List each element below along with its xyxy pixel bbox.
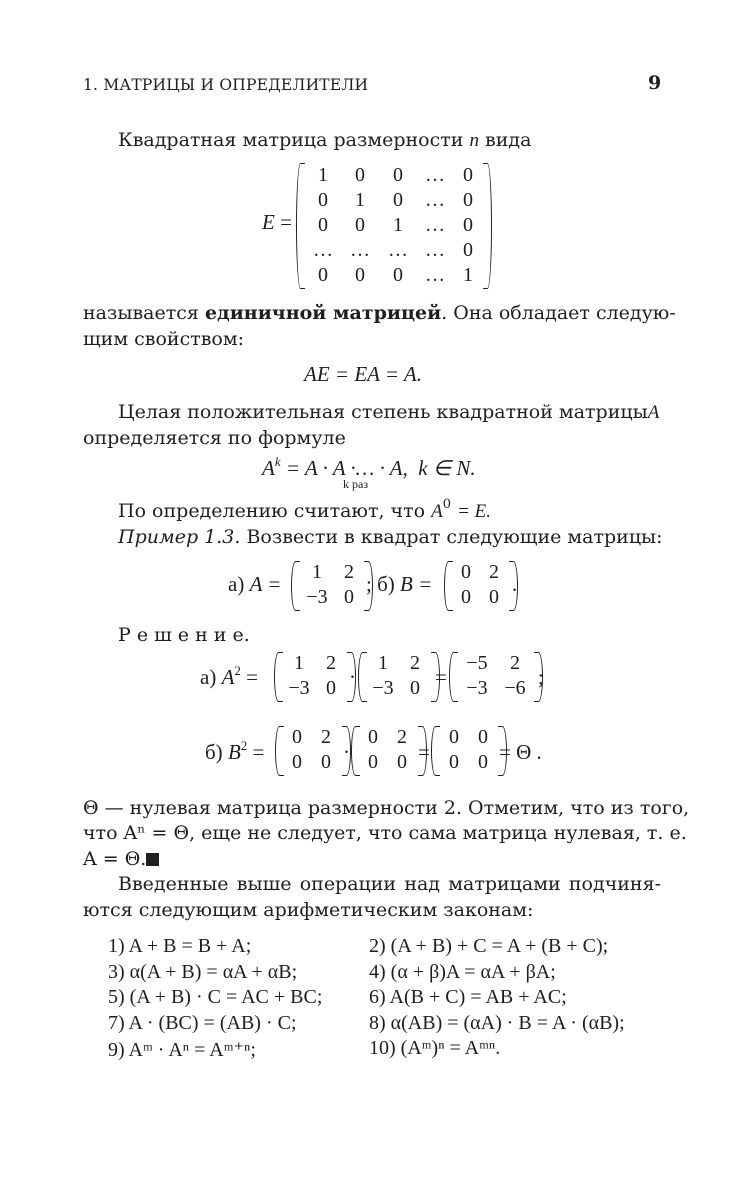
matrix-cell: 1 <box>294 652 304 674</box>
running-header: 1. МАТРИЦЫ И ОПРЕДЕЛИТЕЛИ <box>83 76 369 94</box>
matrix-cell: … <box>313 239 333 261</box>
matrix-cell: 0 <box>478 751 488 773</box>
matrix-cell: 0 <box>449 726 459 748</box>
para-5-line-1: Θ — нулевая матрица размерности 2. Отметим, что из того, <box>83 797 690 819</box>
matrix-cell: 0 <box>368 726 378 748</box>
matrix-cell: 0 <box>461 561 471 583</box>
task-matrix-B <box>444 561 518 611</box>
law-item: 3) α(A + B) = αA + αB; <box>108 960 298 983</box>
matrix-cell: 1 <box>318 164 328 186</box>
matrix-cell: 0 <box>410 677 420 699</box>
sol-b-result <box>431 726 507 776</box>
matrix-cell: 0 <box>461 586 471 608</box>
law-item: 2) (A + B) + C = A + (B + C); <box>369 935 609 957</box>
matrix-cell: 0 <box>318 214 328 236</box>
matrix-cell: 1 <box>355 189 365 211</box>
matrix-cell: 1 <box>378 652 388 674</box>
matrix-cell: 0 <box>463 214 473 236</box>
matrix-cell: 0 <box>463 189 473 211</box>
law-item: 9) Aᵐ · Aⁿ = Aᵐ⁺ⁿ; <box>108 1039 256 1061</box>
matrix-cell: 1 <box>312 561 322 583</box>
matrix-cell: 2 <box>326 652 336 674</box>
matrix-cell: 0 <box>355 214 365 236</box>
sol-b-matrix-1 <box>275 726 351 776</box>
task-matrix-A <box>291 561 373 611</box>
matrix-cell: 0 <box>393 189 403 211</box>
task-b-label: ; б) B = <box>366 572 433 596</box>
para-6-line-1: Введенные выше операции над матрицами подчиня- <box>118 873 661 895</box>
matrix-cell: 0 <box>344 586 354 608</box>
law-item: 4) (α + β)A = αA + βA; <box>369 960 556 983</box>
page-number: 9 <box>648 72 662 94</box>
left-paren <box>296 163 305 289</box>
matrix-cell: … <box>425 264 445 286</box>
example-heading: Пример 1.3. Возвести в квадрат следующие матрицы: <box>118 526 663 548</box>
matrix-cell: −5 <box>466 652 488 674</box>
power-under-label: k раз <box>343 477 369 491</box>
task-end: . <box>512 572 518 596</box>
law-item: 10) (Aᵐ)ⁿ = Aᵐⁿ. <box>369 1037 501 1059</box>
task-a-label: а) A = <box>228 572 282 596</box>
matrix-cell: −3 <box>372 677 394 699</box>
sol-a-matrix-2 <box>358 652 440 702</box>
matrix-cell: 2 <box>410 652 420 674</box>
right-paren <box>483 163 492 289</box>
end-of-proof-icon <box>146 853 159 866</box>
matrix-cell: … <box>425 189 445 211</box>
matrix-cell: 0 <box>326 677 336 699</box>
matrix-cell: 0 <box>355 264 365 286</box>
matrix-cell: … <box>350 239 370 261</box>
matrix-cell: … <box>425 164 445 186</box>
matrix-cell: 1 <box>393 214 403 236</box>
para-3-line-2: определяется по формуле <box>83 427 346 449</box>
equation-ae-ea: AE = EA = A. <box>304 362 422 386</box>
term-identity-matrix: единичной матрицей <box>204 302 442 324</box>
sol-b-lhs: б) $B^2$ = <box>205 738 265 764</box>
sol-b-matrix-2 <box>351 726 427 776</box>
sol-b-end: = Θ . <box>499 740 542 764</box>
sol-a-result <box>449 652 543 702</box>
para-2-line-1: называется единичной матрицей. Она обладает следую- <box>83 302 676 324</box>
power-formula: $A^k = A \cdot A$ ·… · A, k ∈ N. <box>262 454 476 480</box>
identity-matrix <box>296 163 492 289</box>
matrix-cell: 2 <box>510 652 520 674</box>
matrix-cell: 0 <box>463 239 473 261</box>
para-1-text: Квадратная матрица размерности <box>118 129 464 151</box>
law-item: 5) (A + B) · C = AC + BC; <box>108 986 323 1008</box>
law-item: 7) A · (BC) = (AB) · C; <box>108 1011 297 1034</box>
sol-a-lhs: а) $A^2$ = <box>200 663 258 689</box>
identity-label: E = <box>262 210 292 234</box>
eq-sign-a: = <box>435 665 447 689</box>
matrix-cell: −6 <box>504 677 526 699</box>
matrix-cell: 0 <box>478 726 488 748</box>
para-2-line-2: щим свойством: <box>83 328 245 350</box>
matrix-cell: 0 <box>321 751 331 773</box>
sol-a-end: ; <box>538 665 544 689</box>
matrix-cell: 0 <box>393 264 403 286</box>
matrix-cell: 2 <box>321 726 331 748</box>
matrix-cell: … <box>425 239 445 261</box>
matrix-cell: −3 <box>288 677 310 699</box>
solution-heading: Р е ш е н и е. <box>118 624 250 646</box>
matrix-cell: 1 <box>463 264 473 286</box>
law-item: 6) A(B + C) = AB + AC; <box>369 986 567 1008</box>
matrix-cell: 0 <box>318 189 328 211</box>
matrix-cell: 2 <box>397 726 407 748</box>
sol-a-matrix-1 <box>274 652 356 702</box>
matrix-cell: 2 <box>344 561 354 583</box>
matrix-cell: 0 <box>449 751 459 773</box>
matrix-cell: −3 <box>466 677 488 699</box>
dot-2: · <box>343 740 350 764</box>
matrix-cell: 0 <box>489 586 499 608</box>
para-3-line-1: Целая положительная степень квадратной матрицыA <box>118 401 660 423</box>
para-5-line-3: A = Θ. <box>83 847 159 871</box>
matrix-cell: 0 <box>397 751 407 773</box>
matrix-cell: 0 <box>355 164 365 186</box>
para-5-line-2: что Aⁿ = Θ, еще не следует, что сама матрица нулевая, т. е. <box>83 822 687 844</box>
para-1-tail: вида <box>485 129 532 151</box>
para-4: По определению считают, что $A^0 = E$. <box>118 497 491 522</box>
example-label: Пример 1.3 <box>118 526 235 548</box>
matrix-cell: −3 <box>306 586 328 608</box>
var-n: n <box>469 130 479 151</box>
law-item: 1) A + B = B + A; <box>108 935 252 957</box>
eq-sign-b: = <box>418 740 430 764</box>
matrix-cell: 2 <box>489 561 499 583</box>
matrix-cell: 0 <box>368 751 378 773</box>
matrix-cell: … <box>425 214 445 236</box>
matrix-cell: 0 <box>318 264 328 286</box>
matrix-cell: 0 <box>292 726 302 748</box>
matrix-cell: 0 <box>463 164 473 186</box>
matrix-cell: 0 <box>292 751 302 773</box>
matrix-cell: … <box>388 239 408 261</box>
dot-1: · <box>349 665 356 689</box>
law-item: 8) α(AB) = (αA) · B = A · (αB); <box>369 1011 625 1034</box>
para-1 <box>118 128 531 153</box>
para-6-line-2: ются следующим арифметическим законам: <box>83 899 534 921</box>
matrix-cell: 0 <box>393 164 403 186</box>
